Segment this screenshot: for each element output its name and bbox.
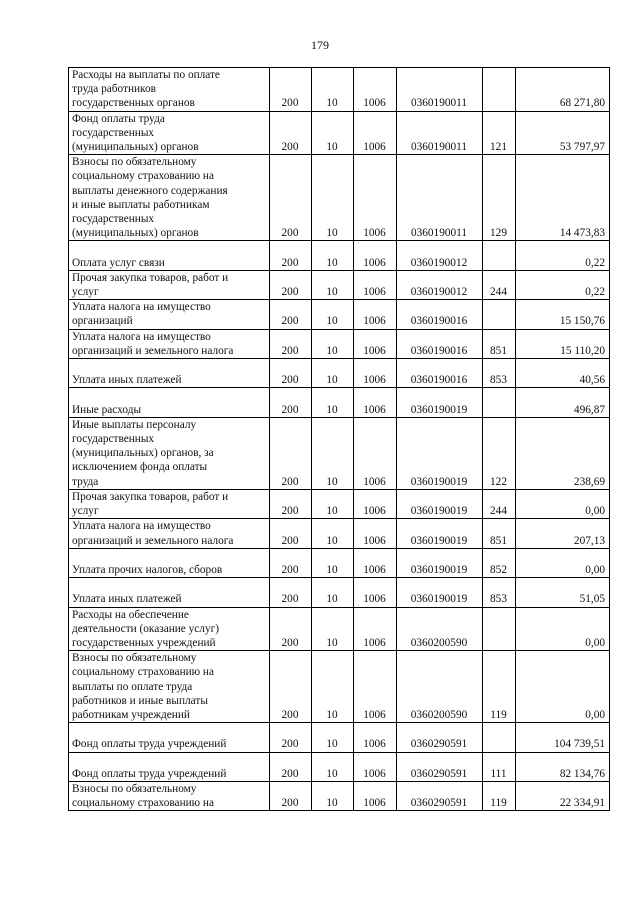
- expense-type-code-cell: 244: [483, 489, 516, 518]
- section-code-cell: 10: [312, 752, 354, 781]
- section-code-cell: 10: [312, 417, 354, 489]
- expense-type-code-cell: 129: [483, 155, 516, 241]
- table-row: [69, 781, 610, 810]
- department-code-cell: 200: [270, 489, 312, 518]
- department-code-cell: 200: [270, 329, 312, 358]
- expense-type-code-cell: 111: [483, 752, 516, 781]
- expense-name-cell: Фонд оплаты труда государственных (муниципальных) органов: [69, 111, 270, 155]
- department-code-cell: 200: [270, 781, 312, 810]
- table-row: [69, 607, 610, 651]
- department-code-cell: 200: [270, 723, 312, 752]
- section-code-cell: 10: [312, 548, 354, 577]
- target-item-code-cell: 0360290591: [397, 781, 483, 810]
- department-code-cell: 200: [270, 155, 312, 241]
- subsection-code-cell: 1006: [354, 578, 397, 607]
- expense-type-code-cell: 121: [483, 111, 516, 155]
- section-code-cell: 10: [312, 155, 354, 241]
- amount-cell: 0,00: [516, 548, 610, 577]
- amount-cell: 238,69: [516, 417, 610, 489]
- department-code-cell: 200: [270, 651, 312, 723]
- section-code-cell: 10: [312, 241, 354, 270]
- expense-type-code-cell: 244: [483, 270, 516, 299]
- expense-name-cell: Прочая закупка товаров, работ и услуг: [69, 270, 270, 299]
- amount-cell: 51,05: [516, 578, 610, 607]
- amount-cell: 15 110,20: [516, 329, 610, 358]
- amount-cell: 104 739,51: [516, 723, 610, 752]
- expense-name-cell: Взносы по обязательному социальному страхованию на выплаты денежного содержания и иные выплаты работникам государственных (муниципальных) органов: [69, 155, 270, 241]
- subsection-code-cell: 1006: [354, 270, 397, 299]
- subsection-code-cell: 1006: [354, 68, 397, 112]
- target-item-code-cell: 0360190011: [397, 68, 483, 112]
- subsection-code-cell: 1006: [354, 489, 397, 518]
- expense-type-code-cell: [483, 607, 516, 651]
- table-row: [69, 68, 610, 112]
- budget-table: [68, 67, 610, 811]
- amount-cell: 15 150,76: [516, 300, 610, 329]
- expense-type-code-cell: [483, 241, 516, 270]
- expense-name-cell: Иные расходы: [69, 388, 270, 417]
- amount-cell: 22 334,91: [516, 781, 610, 810]
- expense-type-code-cell: 851: [483, 519, 516, 548]
- department-code-cell: 200: [270, 388, 312, 417]
- expense-name-cell: Уплата иных платежей: [69, 359, 270, 388]
- amount-cell: 68 271,80: [516, 68, 610, 112]
- expense-name-cell: Иные выплаты персоналу государственных (муниципальных) органов, за исключением фонда оплаты труда: [69, 417, 270, 489]
- subsection-code-cell: 1006: [354, 752, 397, 781]
- target-item-code-cell: 0360190016: [397, 300, 483, 329]
- amount-cell: 0,00: [516, 651, 610, 723]
- department-code-cell: 200: [270, 607, 312, 651]
- subsection-code-cell: 1006: [354, 241, 397, 270]
- table-row: [69, 417, 610, 489]
- expense-name-cell: Уплата налога на имущество организаций и земельного налога: [69, 519, 270, 548]
- subsection-code-cell: 1006: [354, 155, 397, 241]
- target-item-code-cell: 0360190012: [397, 270, 483, 299]
- table-row: [69, 329, 610, 358]
- section-code-cell: 10: [312, 111, 354, 155]
- expense-name-cell: Уплата прочих налогов, сборов: [69, 548, 270, 577]
- expense-type-code-cell: 119: [483, 651, 516, 723]
- table-row: [69, 578, 610, 607]
- expense-name-cell: Фонд оплаты труда учреждений: [69, 723, 270, 752]
- subsection-code-cell: 1006: [354, 329, 397, 358]
- table-body: [69, 68, 610, 811]
- amount-cell: 207,13: [516, 519, 610, 548]
- table-row: [69, 270, 610, 299]
- table-row: [69, 752, 610, 781]
- section-code-cell: 10: [312, 489, 354, 518]
- target-item-code-cell: 0360200590: [397, 607, 483, 651]
- subsection-code-cell: 1006: [354, 651, 397, 723]
- amount-cell: 0,22: [516, 270, 610, 299]
- section-code-cell: 10: [312, 270, 354, 299]
- table-row: [69, 359, 610, 388]
- target-item-code-cell: 0360190019: [397, 578, 483, 607]
- department-code-cell: 200: [270, 519, 312, 548]
- target-item-code-cell: 0360290591: [397, 723, 483, 752]
- subsection-code-cell: 1006: [354, 388, 397, 417]
- expense-name-cell: Уплата налога на имущество организаций и земельного налога: [69, 329, 270, 358]
- amount-cell: 0,22: [516, 241, 610, 270]
- section-code-cell: 10: [312, 723, 354, 752]
- expense-type-code-cell: 851: [483, 329, 516, 358]
- expense-name-cell: Расходы на выплаты по оплате труда работников государственных органов: [69, 68, 270, 112]
- department-code-cell: 200: [270, 578, 312, 607]
- department-code-cell: 200: [270, 300, 312, 329]
- table-row: [69, 241, 610, 270]
- table-row: [69, 651, 610, 723]
- expense-type-code-cell: 853: [483, 578, 516, 607]
- expense-type-code-cell: [483, 68, 516, 112]
- department-code-cell: 200: [270, 548, 312, 577]
- section-code-cell: 10: [312, 651, 354, 723]
- amount-cell: 82 134,76: [516, 752, 610, 781]
- expense-name-cell: Взносы по обязательному социальному страхованию на выплаты по оплате труда работников и иные выплаты работникам учреждений: [69, 651, 270, 723]
- subsection-code-cell: 1006: [354, 548, 397, 577]
- target-item-code-cell: 0360190019: [397, 417, 483, 489]
- page-number: 179: [311, 38, 329, 52]
- subsection-code-cell: 1006: [354, 300, 397, 329]
- expense-name-cell: Оплата услуг связи: [69, 241, 270, 270]
- target-item-code-cell: 0360190016: [397, 329, 483, 358]
- expense-name-cell: Уплата иных платежей: [69, 578, 270, 607]
- expense-name-cell: Прочая закупка товаров, работ и услуг: [69, 489, 270, 518]
- expense-name-cell: Расходы на обеспечение деятельности (оказание услуг) государственных учреждений: [69, 607, 270, 651]
- department-code-cell: 200: [270, 111, 312, 155]
- expense-type-code-cell: 122: [483, 417, 516, 489]
- department-code-cell: 200: [270, 417, 312, 489]
- table-row: [69, 300, 610, 329]
- target-item-code-cell: 0360190019: [397, 388, 483, 417]
- subsection-code-cell: 1006: [354, 417, 397, 489]
- target-item-code-cell: 0360190011: [397, 155, 483, 241]
- expense-type-code-cell: 119: [483, 781, 516, 810]
- target-item-code-cell: 0360290591: [397, 752, 483, 781]
- expense-type-code-cell: [483, 723, 516, 752]
- section-code-cell: 10: [312, 68, 354, 112]
- target-item-code-cell: 0360190019: [397, 548, 483, 577]
- department-code-cell: 200: [270, 241, 312, 270]
- target-item-code-cell: 0360190019: [397, 489, 483, 518]
- section-code-cell: 10: [312, 300, 354, 329]
- expense-type-code-cell: [483, 300, 516, 329]
- section-code-cell: 10: [312, 607, 354, 651]
- subsection-code-cell: 1006: [354, 781, 397, 810]
- section-code-cell: 10: [312, 578, 354, 607]
- target-item-code-cell: 0360190019: [397, 519, 483, 548]
- section-code-cell: 10: [312, 781, 354, 810]
- table-row: [69, 723, 610, 752]
- table-row: [69, 489, 610, 518]
- table-row: [69, 519, 610, 548]
- subsection-code-cell: 1006: [354, 607, 397, 651]
- amount-cell: 14 473,83: [516, 155, 610, 241]
- expense-type-code-cell: 853: [483, 359, 516, 388]
- expense-name-cell: Взносы по обязательному социальному страхованию на: [69, 781, 270, 810]
- target-item-code-cell: 0360190011: [397, 111, 483, 155]
- target-item-code-cell: 0360200590: [397, 651, 483, 723]
- section-code-cell: 10: [312, 519, 354, 548]
- expense-name-cell: Уплата налога на имущество организаций: [69, 300, 270, 329]
- amount-cell: 496,87: [516, 388, 610, 417]
- subsection-code-cell: 1006: [354, 519, 397, 548]
- table-row: [69, 111, 610, 155]
- expense-name-cell: Фонд оплаты труда учреждений: [69, 752, 270, 781]
- expense-type-code-cell: [483, 388, 516, 417]
- target-item-code-cell: 0360190016: [397, 359, 483, 388]
- subsection-code-cell: 1006: [354, 723, 397, 752]
- department-code-cell: 200: [270, 270, 312, 299]
- amount-cell: 0,00: [516, 607, 610, 651]
- department-code-cell: 200: [270, 752, 312, 781]
- section-code-cell: 10: [312, 388, 354, 417]
- amount-cell: 53 797,97: [516, 111, 610, 155]
- subsection-code-cell: 1006: [354, 359, 397, 388]
- subsection-code-cell: 1006: [354, 111, 397, 155]
- table-row: [69, 155, 610, 241]
- expense-type-code-cell: 852: [483, 548, 516, 577]
- amount-cell: 40,56: [516, 359, 610, 388]
- target-item-code-cell: 0360190012: [397, 241, 483, 270]
- section-code-cell: 10: [312, 329, 354, 358]
- amount-cell: 0,00: [516, 489, 610, 518]
- department-code-cell: 200: [270, 359, 312, 388]
- table-row: [69, 548, 610, 577]
- department-code-cell: 200: [270, 68, 312, 112]
- section-code-cell: 10: [312, 359, 354, 388]
- table-row: [69, 388, 610, 417]
